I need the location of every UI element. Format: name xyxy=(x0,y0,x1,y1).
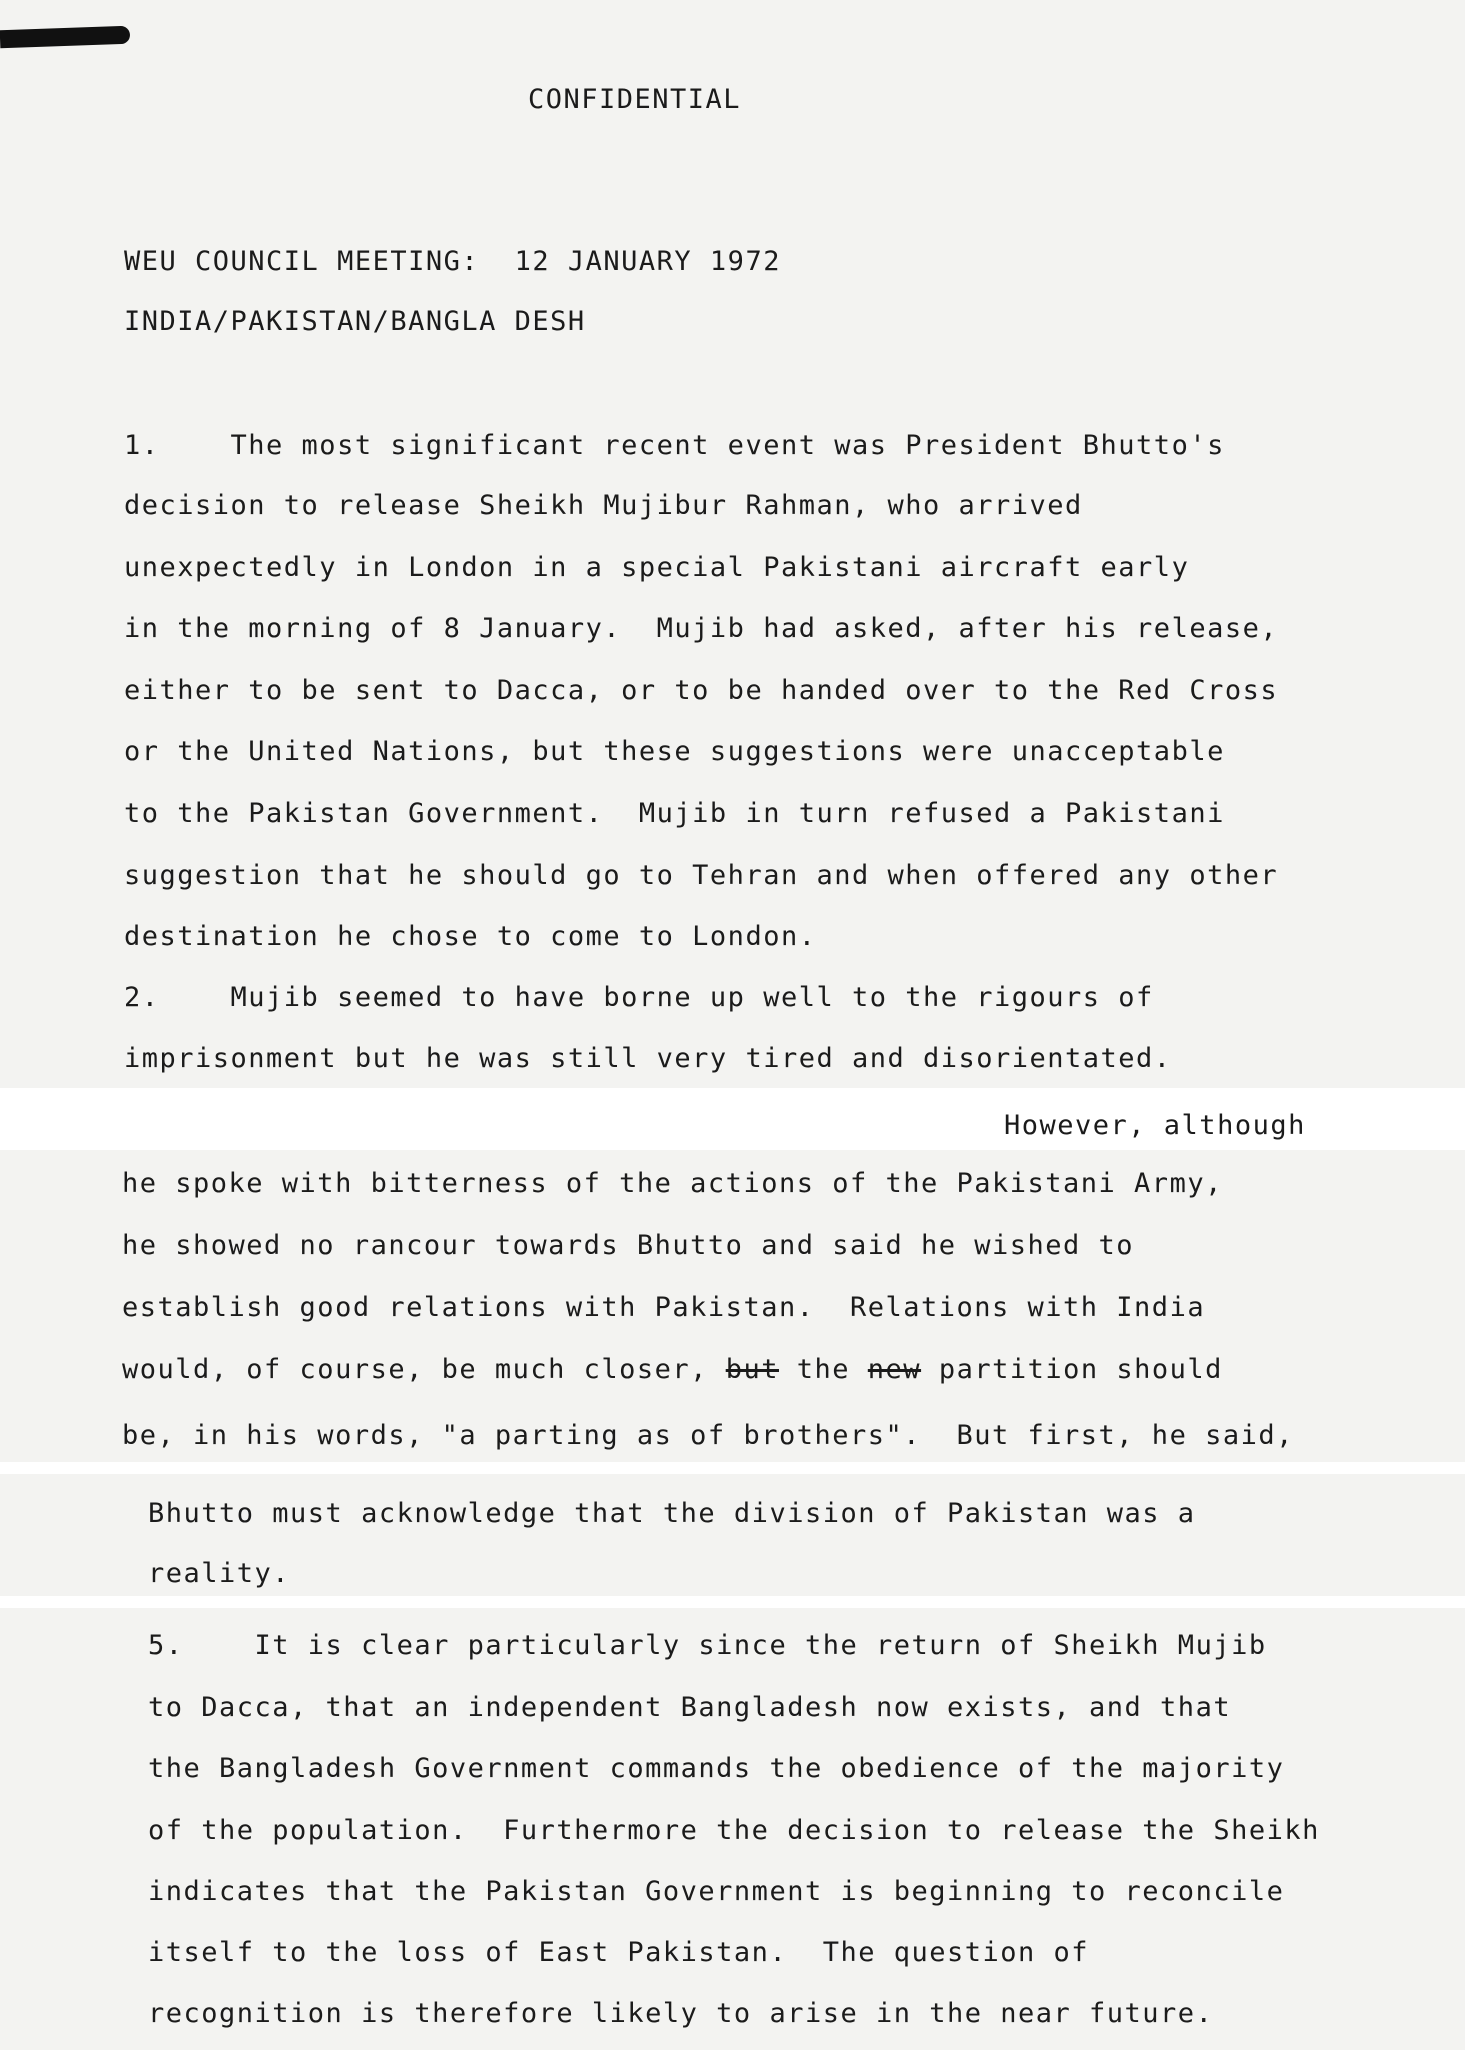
text-line: or the United Nations, but these suggestions were unacceptable xyxy=(124,736,1225,767)
text-line: decision to release Sheikh Mujibur Rahman, who arrived xyxy=(124,490,1083,521)
classification-heading: CONFIDENTIAL xyxy=(528,84,742,115)
text-line: suggestion that he should go to Tehran and when offered any other xyxy=(124,860,1279,891)
text-line: unexpectedly in London in a special Pakistani aircraft early xyxy=(124,552,1190,583)
text-line: destination he chose to come to London. xyxy=(124,921,817,952)
text-line: 1. The most significant recent event was President Bhutto's xyxy=(124,430,1225,461)
text-line: itself to the loss of East Pakistan. The question of xyxy=(148,1937,1090,1968)
text-line: 2. Mujib seemed to have borne up well to the rigours of xyxy=(124,982,1154,1013)
edited-line xyxy=(122,1354,1223,1386)
edit-post: partition should xyxy=(938,1354,1223,1385)
text-line: either to be sent to Dacca, or to be handed over to the Red Cross xyxy=(124,675,1279,706)
text-line: Bhutto must acknowledge that the division of Pakistan was a xyxy=(148,1498,1196,1529)
text-line: reality. xyxy=(148,1558,291,1589)
meeting-title: WEU COUNCIL MEETING: 12 JANUARY 1972 xyxy=(124,246,781,277)
section-gap xyxy=(0,1462,1465,1474)
section-gap xyxy=(0,1596,1465,1608)
inserted-word: the xyxy=(796,1354,851,1385)
text-line: indicates that the Pakistan Government is beginning to reconcile xyxy=(148,1876,1285,1907)
text-line: in the morning of 8 January. Mujib had asked, after his release, xyxy=(124,613,1279,644)
struck-word: new xyxy=(867,1354,922,1385)
text-line: be, in his words, "a parting as of brothers". But first, he said, xyxy=(122,1420,1294,1451)
punch-mark xyxy=(0,26,130,49)
text-line: establish good relations with Pakistan. Relations with India xyxy=(122,1292,1206,1323)
text-line: he spoke with bitterness of the actions of the Pakistani Army, xyxy=(122,1168,1223,1199)
text-line: to the Pakistan Government. Mujib in turn refused a Pakistani xyxy=(124,798,1225,829)
subject-title: INDIA/PAKISTAN/BANGLA DESH xyxy=(124,306,586,337)
text-line: 5. It is clear particularly since the return of Sheikh Mujib xyxy=(148,1630,1267,1661)
text-line: the Bangladesh Government commands the obedience of the majority xyxy=(148,1753,1285,1784)
text-line: However, although xyxy=(1004,1110,1306,1141)
text-line: to Dacca, that an independent Bangladesh now exists, and that xyxy=(148,1692,1232,1723)
text-line: of the population. Furthermore the decision to release the Sheikh xyxy=(148,1815,1320,1846)
edit-pre: would, of course, be much closer, xyxy=(122,1354,708,1385)
text-line: he showed no rancour towards Bhutto and said he wished to xyxy=(122,1230,1135,1261)
text-line: imprisonment but he was still very tired and disorientated. xyxy=(124,1043,1172,1074)
struck-word: but xyxy=(725,1354,779,1385)
text-line: recognition is therefore likely to arise in the near future. xyxy=(148,1998,1214,2029)
